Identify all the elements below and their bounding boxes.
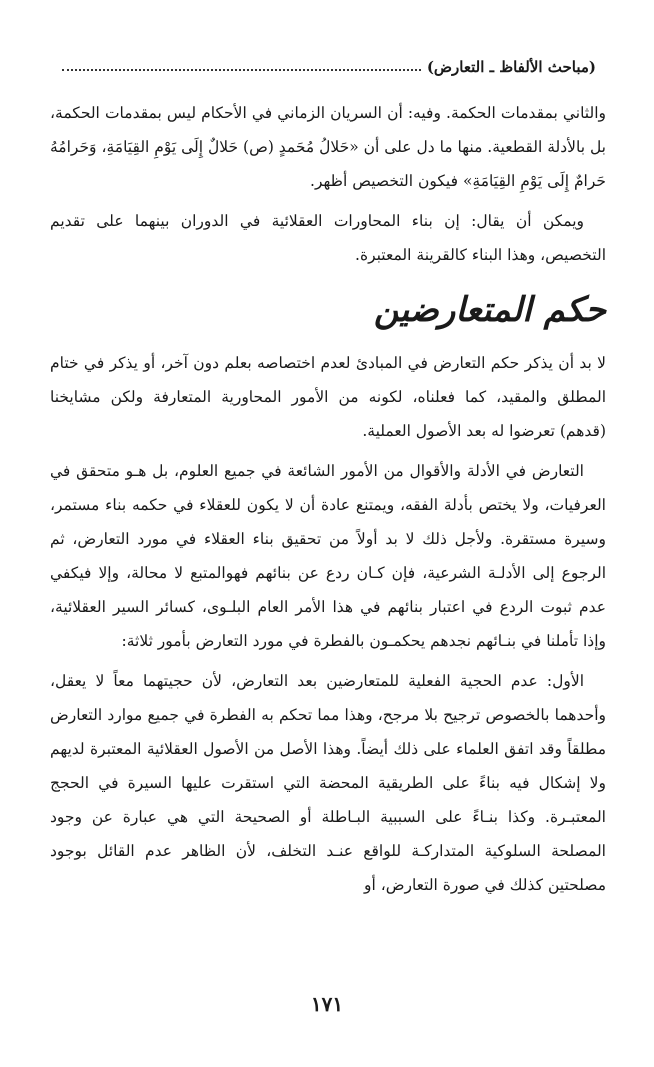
paragraph: والثاني بمقدمات الحكمة. وفيه: أن السريان الزماني في الأحكام ليس بمقدمات الحكمة، بل بالأدلة القطعية. منها ما دل على أن «حَلالُ مُحَمدٍ (ص) حَلالٌ إِلَى يَوْمِ القِيَامَةِ، وَحَرامُهُ حَرامٌ إِلَى يَوْمِ القِيَامَةِ» فيكون التخصيص أظهر. xyxy=(50,104,606,190)
paragraph: التعارض في الأدلة والأقوال من الأمور الشائعة في جميع العلوم، بل هـو متحقق في العرفيات، ولا يختص بأدلة الفقه، ويمتنع عادة أن لا يكون للعقلاء في حكمه بناء مستمر، وسيرة مستقرة. ولأجل ذلك لا بد أولاً من تحقيق بناء العقلاء في مورد التعارض، ثم الرجوع إلى الأدلـة الشرعية، فإن كـان ردع عن بنائهم فهوالمتبع لا محالة، وإلا فيكفي عدم ثبوت الردع في اعتبار بنائهم في هذا الأمر العام البلـوى، كسائر السير العقلائية، وإذا تأملنا في بنـائهم نجدهم يحكمـون بالفطرة في مورد التعارض بأمور ثلاثة: xyxy=(50,462,606,650)
running-header xyxy=(62,56,596,78)
paragraph: لا بد أن يذكر حكم التعارض في المبادئ لعدم اختصاصه بعلم دون آخر، أو يذكر في ختام المطلق والمقيد، كما فعلناه، لكونه من الأمور المحاورية المتعارفة ولكن مشايخنا (قدهم) تعرضوا له بعد الأصول العملية. xyxy=(50,354,606,440)
paragraph: الأول: عدم الحجية الفعلية للمتعارضين بعد التعارض، لأن حجيتهما معاً لا يعقل، وأحدهما بالخصوص ترجيح بلا مرجح، وهذا مما تحكم به الفطرة في جميع موارد التعارض مطلقاً وقد اتفق العلماء على ذلك أيضاً. وهذا الأصل من الأصول العقلائية المعتبرة لديهم ولا إشكال فيه بناءً على الطريقية المحضة التي استقرت عليها السيرة في الحجج المعتبـرة. وكذا بنـاءً على السببية البـاطلة أو الصحيحة التي هي عبارة عن وجود المصلحة السلوكية المتداركـة للواقع عنـد التخلف، لأن الظاهر عدم القائل بوجود مصلحتين كذلك في صورة التعارض، أو xyxy=(50,672,606,894)
body-text xyxy=(50,96,606,908)
paragraph: ويمكن أن يقال: إن بناء المحاورات العقلائية في الدوران بينهما على تقديم التخصيص، وهذا البناء كالقرينة المعتبرة. xyxy=(50,212,606,264)
dotted-leader xyxy=(62,69,421,71)
running-title: (مباحث الألفاظ ـ التعارض) xyxy=(426,58,596,76)
page-number: ١٧١ xyxy=(310,992,344,1016)
section-heading: حكم المتعارضين xyxy=(373,290,606,330)
